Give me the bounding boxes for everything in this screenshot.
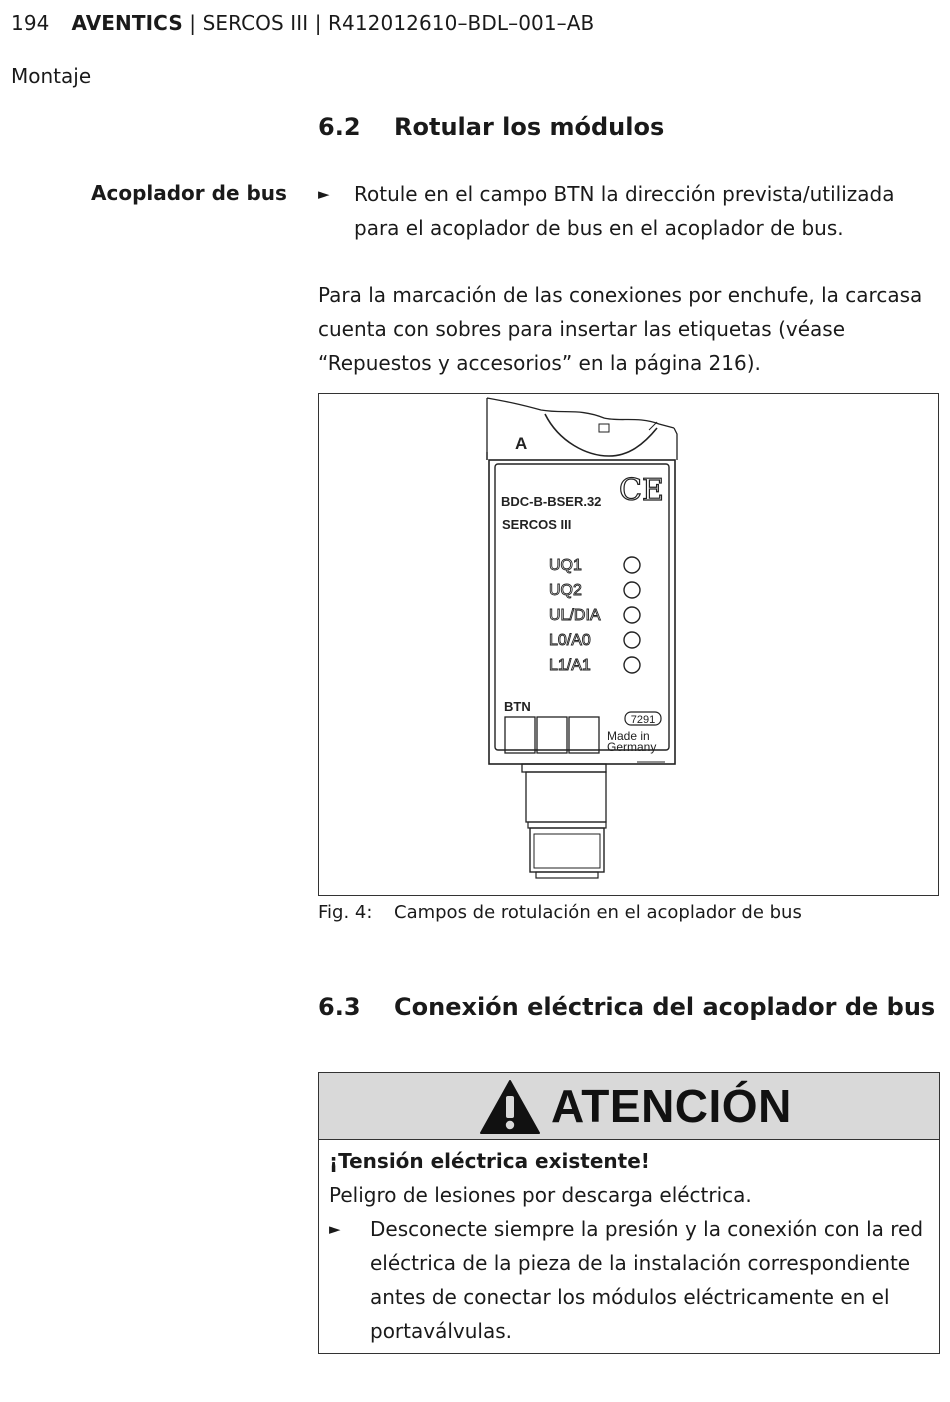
led-circle (624, 657, 640, 673)
led-label: UQ1 (549, 557, 582, 574)
section-heading-6-2 (318, 113, 664, 141)
section-number: 6.2 (318, 113, 361, 141)
btn-field-2 (537, 717, 567, 753)
caution-header (319, 1073, 939, 1140)
figure-label-a: A (515, 434, 528, 453)
page-header (11, 11, 594, 35)
figure-caption (318, 902, 802, 923)
protocol-text: SERCOS III (502, 517, 572, 532)
bullet-marker-icon: ► (329, 1220, 341, 1238)
warning-triangle-icon (479, 1079, 541, 1135)
btn-field-1 (505, 717, 535, 753)
led-circle (624, 632, 640, 648)
section-heading-6-3 (318, 993, 935, 1021)
led-circle (624, 607, 640, 623)
brand-name: AVENTICS (71, 11, 183, 35)
margin-label: Acoplador de bus (91, 181, 287, 205)
led-label: UL/DIA (549, 607, 601, 624)
figure-frame (318, 393, 939, 896)
caution-bullet-text: Desconecte siempre la presión y la conexión con la red eléctrica de la pieza de la instalación correspondiente antes de conectar los módulos eléctricamente en el portaválvulas. (370, 1217, 924, 1343)
body-paragraph: Para la marcación de las conexiones por enchufe, la carcasa cuenta con sobres para insertar las etiquetas (véase “Repuestos y accesorios” en la página 216). (318, 283, 923, 375)
caution-subtitle: ¡Tensión eléctrica existente! (329, 1149, 650, 1173)
bus-coupler-drawing (319, 394, 938, 895)
caution-description: Peligro de lesiones por descarga eléctrica. (329, 1183, 752, 1207)
led-circle (624, 582, 640, 598)
btn-field-3 (569, 717, 599, 753)
document-id: | SERCOS III | R412012610–BDL–001–AB (182, 11, 595, 35)
instruction-text: Rotule en el campo BTN la dirección prevista/utilizada para el acoplador de bus en el acoplador de bus. (354, 182, 895, 240)
caption-text: Campos de rotulación en el acoplador de bus (394, 902, 802, 923)
bullet-marker-icon: ► (318, 185, 330, 203)
code-text: 7291 (630, 714, 656, 726)
figure-number: Fig. 4: (318, 902, 373, 923)
caution-bullet (329, 1212, 929, 1348)
led-label: L1/A1 (549, 657, 591, 674)
page-number: 194 (11, 11, 50, 35)
section-title: Rotular los módulos (394, 113, 665, 141)
led-label: L0/A0 (549, 632, 591, 649)
made-in-line-1: Made in (607, 729, 650, 743)
chapter-title: Montaje (11, 64, 92, 88)
btn-label: BTN (504, 699, 531, 714)
led-indicators (549, 557, 640, 674)
led-label: UQ2 (549, 582, 582, 599)
caution-title: ATENCIÓN (551, 1080, 792, 1132)
ce-mark: CE (619, 473, 664, 508)
section-number: 6.3 (318, 993, 361, 1021)
model-text: BDC-B-BSER.32 (501, 494, 602, 509)
instruction-bullet (318, 177, 943, 245)
made-in-line-2: Germany (607, 740, 657, 754)
led-circle (624, 557, 640, 573)
caution-box (318, 1072, 940, 1354)
section-title: Conexión eléctrica del acoplador de bus (394, 993, 936, 1021)
